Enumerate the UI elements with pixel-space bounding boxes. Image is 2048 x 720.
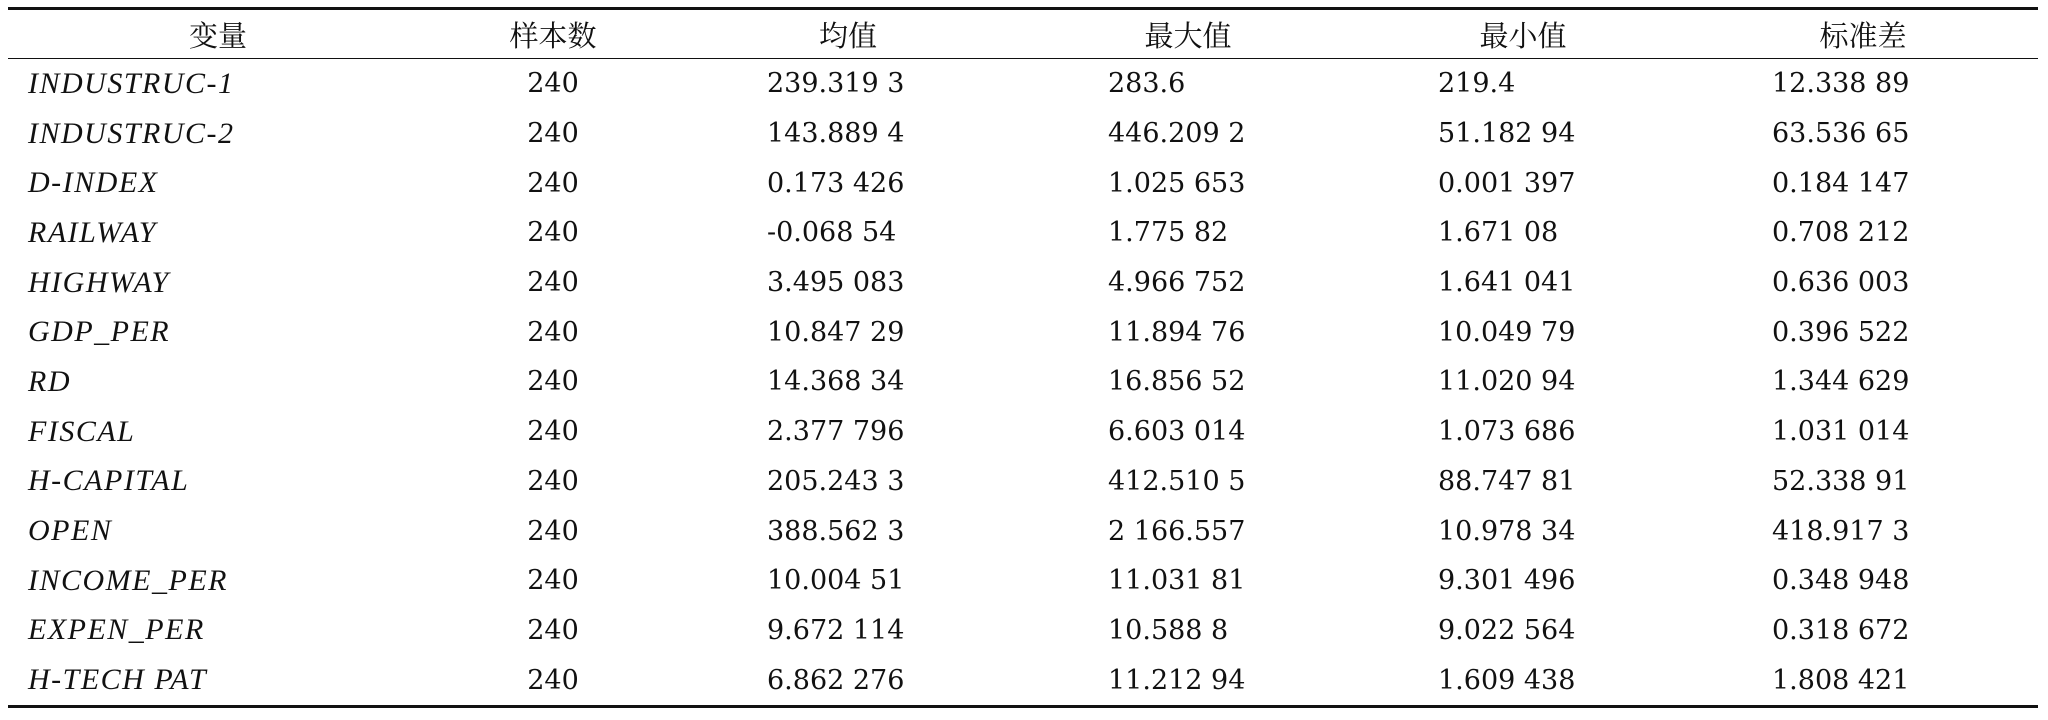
- cell-variable: RD: [28, 364, 71, 398]
- cell-mean: 205.243 3: [767, 465, 905, 497]
- cell-min: 1.609 438: [1438, 664, 1576, 696]
- cell-min: 0.001 397: [1438, 167, 1576, 199]
- cell-max: 11.894 76: [1108, 316, 1246, 348]
- table-header: [8, 9, 2038, 59]
- header-std-dev: 标准差: [1819, 18, 1907, 53]
- cell-sample-count: 240: [527, 267, 579, 299]
- cell-std-dev: 63.536 65: [1772, 118, 1910, 150]
- cell-sample-count: 240: [527, 217, 579, 249]
- cell-max: 283.6: [1108, 68, 1186, 100]
- cell-min: 88.747 81: [1438, 465, 1576, 497]
- cell-min: 51.182 94: [1438, 118, 1576, 150]
- cell-std-dev: 12.338 89: [1772, 68, 1910, 100]
- cell-mean: 2.377 796: [767, 416, 905, 448]
- cell-mean: 3.495 083: [767, 267, 905, 299]
- cell-variable: EXPEN_PER: [28, 613, 205, 647]
- cell-mean: 239.319 3: [767, 68, 905, 100]
- cell-min: 9.022 564: [1438, 614, 1576, 646]
- cell-std-dev: 0.636 003: [1772, 267, 1910, 299]
- cell-sample-count: 240: [527, 565, 579, 597]
- table-row: [8, 457, 2038, 507]
- statistics-table-container: [8, 7, 2038, 708]
- header-row: [8, 9, 2038, 59]
- cell-max: 11.212 94: [1108, 664, 1246, 696]
- cell-mean: 6.862 276: [767, 664, 905, 696]
- cell-sample-count: 240: [527, 664, 579, 696]
- cell-min: 9.301 496: [1438, 565, 1576, 597]
- cell-mean: 388.562 3: [767, 515, 905, 547]
- cell-variable: HIGHWAY: [28, 265, 170, 299]
- cell-min: 1.671 08: [1438, 217, 1559, 249]
- cell-max: 6.603 014: [1108, 416, 1246, 448]
- header-mean: 均值: [818, 18, 877, 53]
- cell-min: 1.641 041: [1438, 267, 1576, 299]
- cell-std-dev: 0.184 147: [1772, 167, 1910, 199]
- cell-variable: INDUSTRUC-1: [28, 66, 235, 100]
- cell-max: 2 166.557: [1108, 515, 1246, 547]
- cell-std-dev: 0.348 948: [1772, 565, 1910, 597]
- cell-std-dev: 1.344 629: [1772, 366, 1910, 398]
- cell-sample-count: 240: [527, 416, 579, 448]
- cell-sample-count: 240: [527, 68, 579, 100]
- cell-variable: GDP_PER: [28, 315, 171, 349]
- cell-max: 4.966 752: [1108, 267, 1246, 299]
- cell-variable: D-INDEX: [28, 166, 159, 200]
- cell-variable: INDUSTRUC-2: [28, 116, 235, 150]
- table-row: [8, 109, 2038, 159]
- cell-sample-count: 240: [527, 614, 579, 646]
- cell-sample-count: 240: [527, 366, 579, 398]
- cell-variable: H-CAPITAL: [28, 464, 190, 498]
- table-row: [8, 506, 2038, 556]
- table-row: [8, 606, 2038, 656]
- cell-mean: 10.004 51: [767, 565, 905, 597]
- cell-mean: 14.368 34: [767, 366, 905, 398]
- table-row: [8, 258, 2038, 308]
- header-sample-count: 样本数: [509, 18, 597, 53]
- cell-mean: -0.068 54: [767, 217, 897, 249]
- table-row: [8, 307, 2038, 357]
- cell-mean: 0.173 426: [767, 167, 905, 199]
- table-row: [8, 655, 2038, 706]
- cell-max: 16.856 52: [1108, 366, 1246, 398]
- cell-std-dev: 1.031 014: [1772, 416, 1910, 448]
- cell-std-dev: 0.318 672: [1772, 614, 1910, 646]
- header-max: 最大值: [1144, 18, 1232, 53]
- table-row: [8, 208, 2038, 258]
- cell-mean: 143.889 4: [767, 118, 905, 150]
- cell-variable: RAILWAY: [28, 215, 157, 249]
- table-body: [8, 59, 2038, 707]
- cell-std-dev: 52.338 91: [1772, 465, 1910, 497]
- cell-min: 11.020 94: [1438, 366, 1576, 398]
- cell-variable: OPEN: [28, 514, 113, 548]
- cell-max: 446.209 2: [1108, 118, 1246, 150]
- table-row: [8, 357, 2038, 407]
- cell-sample-count: 240: [527, 167, 579, 199]
- table-row: [8, 407, 2038, 457]
- cell-min: 219.4: [1438, 68, 1516, 100]
- descriptive-statistics-table: [8, 7, 2038, 708]
- cell-mean: 10.847 29: [767, 316, 905, 348]
- cell-sample-count: 240: [527, 316, 579, 348]
- header-variable: 变量: [188, 18, 247, 53]
- cell-std-dev: 0.396 522: [1772, 316, 1910, 348]
- cell-sample-count: 240: [527, 465, 579, 497]
- cell-max: 11.031 81: [1108, 565, 1246, 597]
- cell-std-dev: 1.808 421: [1772, 664, 1910, 696]
- cell-sample-count: 240: [527, 515, 579, 547]
- cell-max: 1.775 82: [1108, 217, 1229, 249]
- cell-min: 10.978 34: [1438, 515, 1576, 547]
- table-row: [8, 59, 2038, 109]
- cell-min: 1.073 686: [1438, 416, 1576, 448]
- cell-std-dev: 418.917 3: [1772, 515, 1910, 547]
- table-row: [8, 158, 2038, 208]
- cell-variable: INCOME_PER: [28, 563, 228, 597]
- cell-variable: FISCAL: [28, 414, 136, 448]
- header-min: 最小值: [1479, 18, 1567, 53]
- cell-variable: H-TECH PAT: [28, 663, 208, 697]
- cell-sample-count: 240: [527, 118, 579, 150]
- cell-max: 1.025 653: [1108, 167, 1246, 199]
- cell-std-dev: 0.708 212: [1772, 217, 1910, 249]
- cell-min: 10.049 79: [1438, 316, 1576, 348]
- cell-max: 412.510 5: [1108, 465, 1246, 497]
- table-row: [8, 556, 2038, 606]
- cell-max: 10.588 8: [1108, 614, 1229, 646]
- cell-mean: 9.672 114: [767, 614, 905, 646]
